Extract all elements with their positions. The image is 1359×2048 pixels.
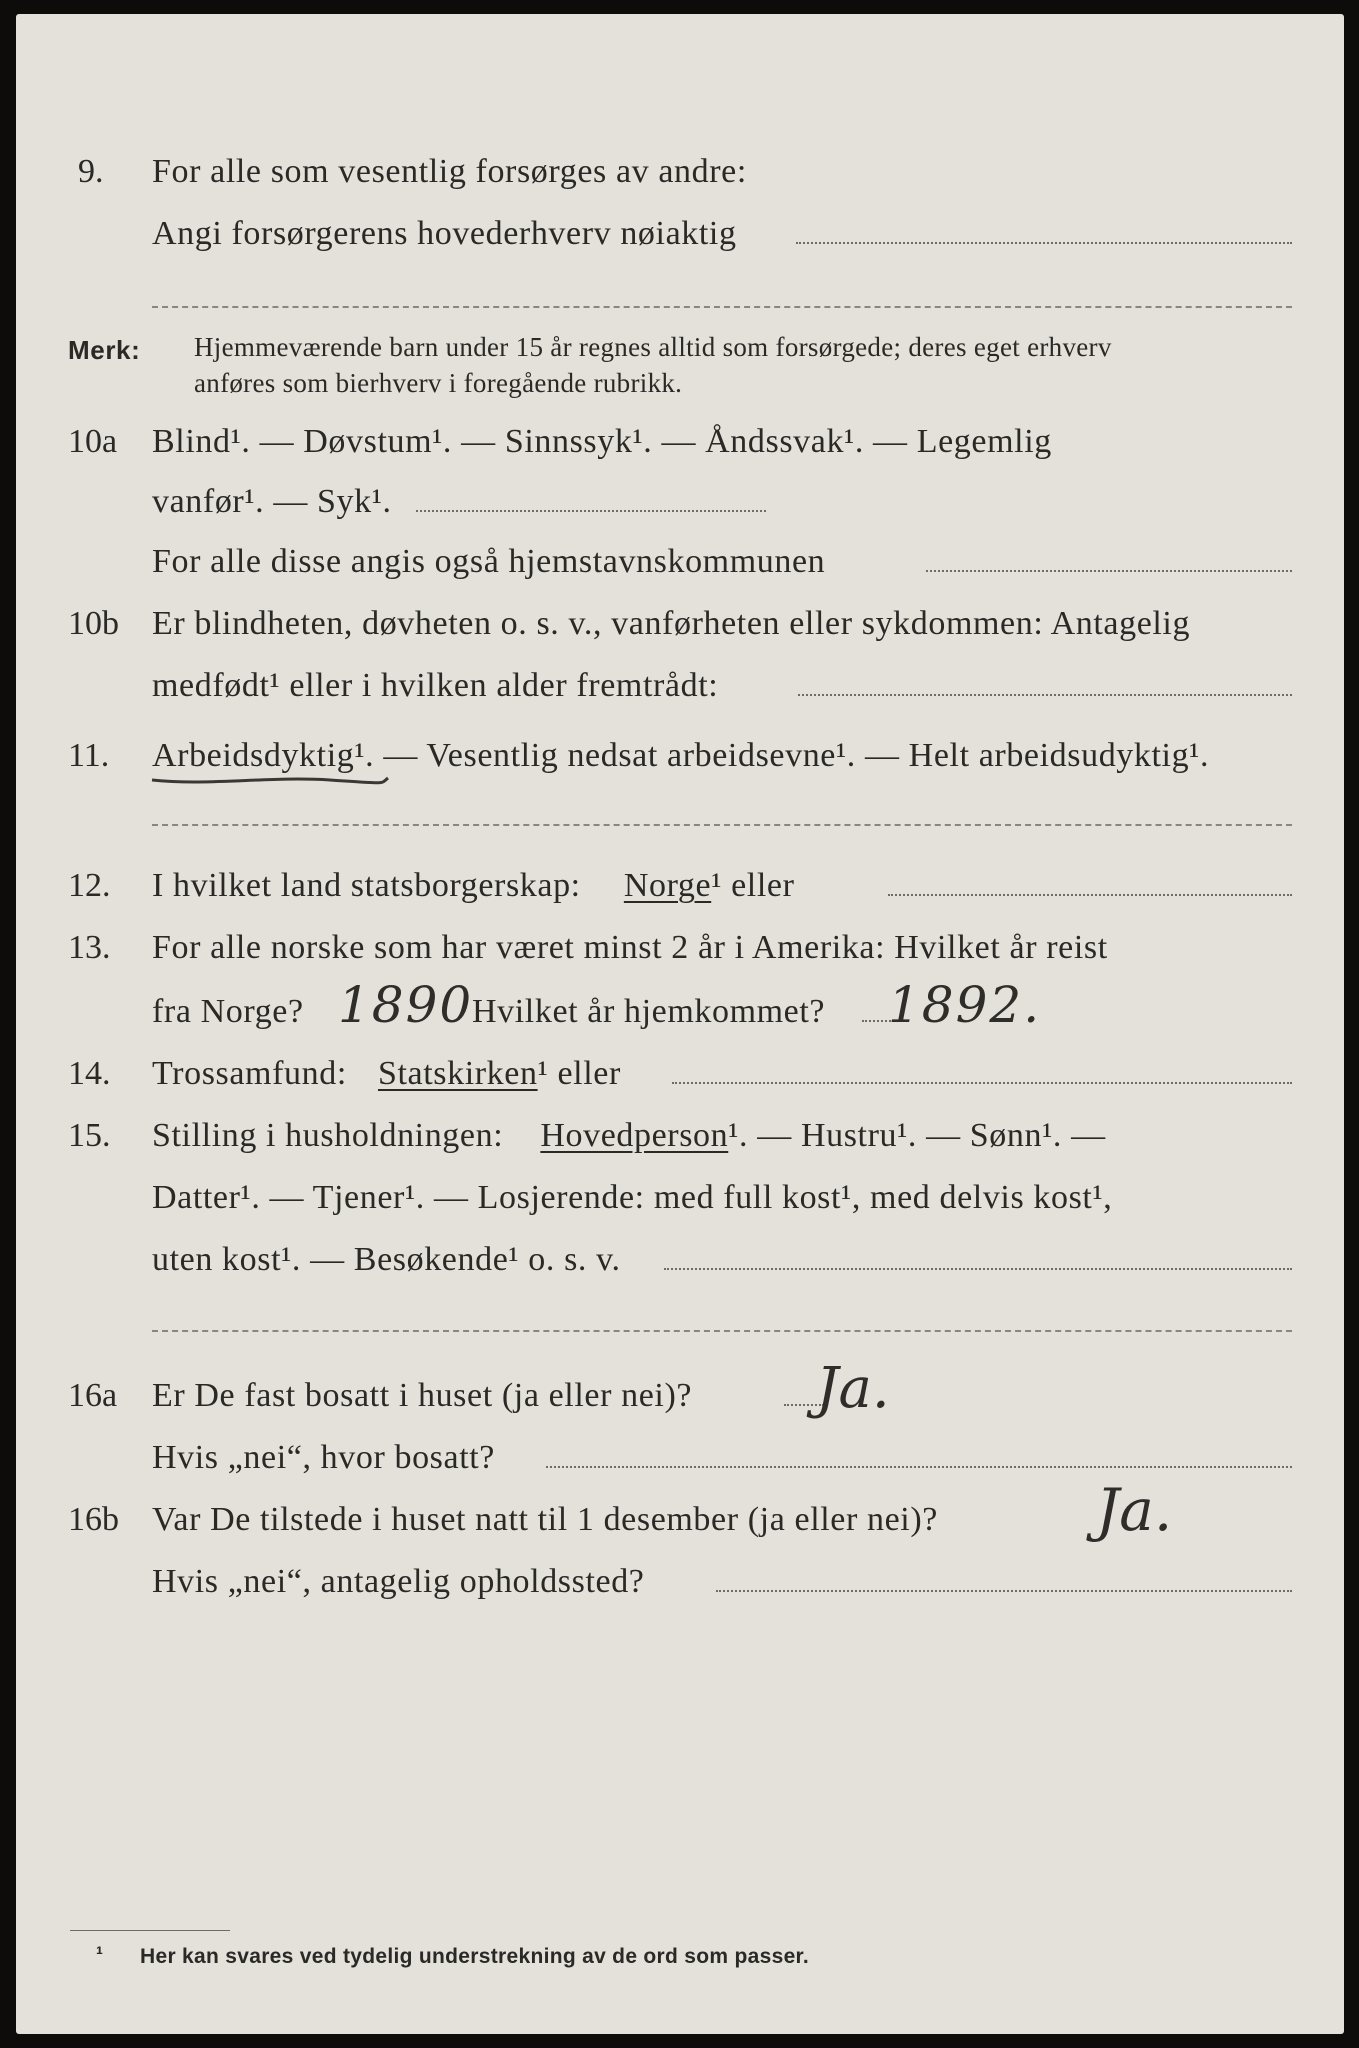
q14-option-statskirken[interactable]: Statskirken [377,1055,538,1092]
q16a-hvor-bosatt-field[interactable] [546,1466,1292,1468]
q10a-hjemstavn-field[interactable] [926,570,1292,572]
q16a-line1: Er De fast bosatt i huset (ja eller nei)? [152,1377,693,1414]
q10a-line2: vanfør¹. — Syk¹. [152,483,392,520]
q15-question: Stilling i husholdningen: [152,1117,504,1154]
q11-answer-line[interactable] [152,824,1292,826]
q9-answer-line2[interactable] [152,306,1292,308]
q16a-line2: Hvis „nei“, hvor bosatt? [152,1439,495,1476]
q16a-number: 16a [68,1377,118,1414]
q14-question: Trossamfund: [152,1055,347,1092]
footnote-marker: ¹ [96,1943,104,1966]
q16b-answer[interactable]: Ja. [1096,1476,1173,1544]
q9-question-line2: Angi forsørgerens hovederhverv nøiaktig [152,215,737,252]
q16b-line1: Var De tilstede i huset natt til 1 desember (ja eller nei)? [152,1501,938,1538]
q10b-line1: Er blindheten, døvheten o. s. v., vanførheten eller sykdommen: Antagelig [152,605,1191,642]
q15-number: 15. [68,1117,111,1154]
q12-number: 12. [68,867,111,904]
q13-line2a: fra Norge? [152,993,304,1030]
q15-line3: uten kost¹. — Besøkende¹ o. s. v. [152,1241,621,1278]
q13-line2b: Hvilket år hjemkommet? [472,993,826,1030]
q14-number: 14. [68,1055,111,1092]
q12-country-field[interactable] [888,894,1292,896]
q9-question-line1: For alle som vesentlig forsørges av andre: [152,153,747,190]
q10a-syk-field[interactable] [416,510,766,512]
q15-line1 [152,1116,1106,1156]
q12-line [152,866,795,906]
q10a-line3: For alle disse angis også hjemstavnskommunen [152,543,826,580]
q14-trossamfund-field[interactable] [672,1082,1292,1084]
q10b-alder-field[interactable] [798,694,1292,696]
merk-label: Merk: [68,335,141,365]
q9-answer-field[interactable] [796,242,1292,244]
footnote-separator [70,1930,230,1931]
q9-number: 9. [78,153,104,190]
q15-rest: ¹. — Hustru¹. — Sønn¹. — [728,1117,1106,1154]
q12-rest: ¹ eller [711,867,795,904]
merk-note-line1: Hjemmeværende barn under 15 år regnes alltid som forsørgede; deres eget erhverv [194,332,1112,362]
q13-answer-hjemkommet[interactable]: 1892. [888,976,1042,1034]
q14-rest: ¹ eller [537,1055,621,1092]
q12-option-norge[interactable]: Norge [623,867,712,904]
q15-stilling-field[interactable] [664,1268,1292,1270]
q12-question: I hvilket land statsborgerskap: [152,867,581,904]
q15-option-hovedperson[interactable]: Hovedperson [540,1117,729,1154]
q10a-number: 10a [68,423,118,460]
q10a-line1: Blind¹. — Døvstum¹. — Sinnssyk¹. — Åndssvak¹. — Legemlig [152,423,1052,460]
q11-rest: ¹. — Vesentlig nedsat arbeidsevne¹. — Helt arbeidsudyktig¹. [354,737,1210,774]
census-form-page [16,14,1344,2034]
q11-option-arbeidsdyktig[interactable]: Arbeidsdyktig [152,737,355,774]
q16a-answer[interactable]: Ja. [816,1356,890,1421]
q11-number: 11. [68,737,110,774]
q13-answer-reist[interactable]: 1890 [338,976,474,1034]
q10b-line2: medfødt¹ eller i hvilken alder fremtrådt: [152,667,719,704]
q14-line [152,1054,621,1094]
q10b-number: 10b [68,605,119,642]
q11-handwritten-underline [150,770,390,790]
q15-line2: Datter¹. — Tjener¹. — Losjerende: med full kost¹, med delvis kost¹, [152,1179,1113,1216]
q16b-opholdssted-field[interactable] [716,1590,1292,1592]
q13-number: 13. [68,929,111,966]
q16b-line2: Hvis „nei“, antagelig opholdssted? [152,1563,645,1600]
q15-answer-line[interactable] [152,1330,1292,1332]
q16b-number: 16b [68,1501,119,1538]
merk-note-line2: anføres som bierhverv i foregående rubrikk. [194,368,683,398]
q13-line1: For alle norske som har været minst 2 år i Amerika: Hvilket år reist [152,929,1108,966]
footnote-text: Her kan svares ved tydelig understrekning av de ord som passer. [140,1945,809,1968]
